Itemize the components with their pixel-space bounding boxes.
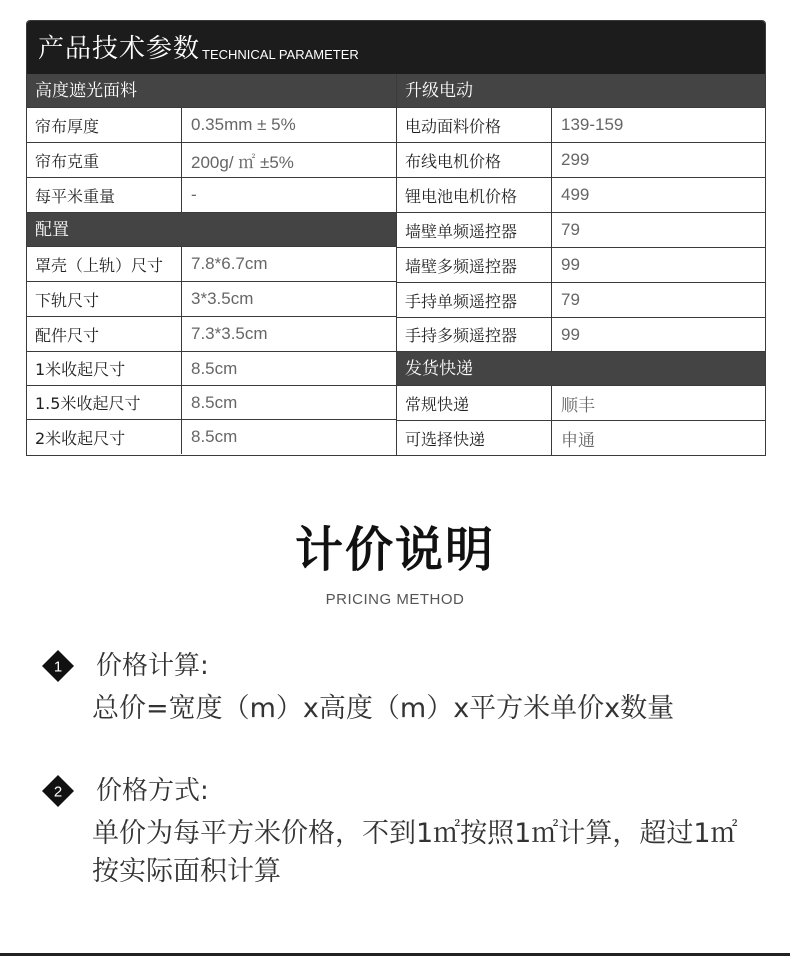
table-row [397,386,765,421]
row-value: 3*3.5cm [191,289,254,308]
table-row [397,248,765,283]
table-row [27,247,396,282]
pricing-item-1 [38,648,758,738]
table-row [27,352,396,386]
item-heading: 价格方式: [96,776,209,806]
row-value: 0.35mm ± 5% [191,115,296,134]
row-value: 79 [561,220,580,239]
row-value: 7.8*6.7cm [191,254,268,273]
diamond-number-icon [42,650,74,682]
section-header-shipping: 发货快递 [397,352,765,386]
row-value: 139-159 [561,115,624,134]
row-value: 99 [561,255,580,274]
row-value: 申通 [561,430,595,450]
row-label: 墙壁多频遥控器 [397,248,552,282]
row-label: 电动面料价格 [397,108,552,142]
table-row [27,282,396,317]
row-value: 8.5cm [191,392,238,412]
table-row [27,386,396,420]
table-row [397,213,765,248]
table-row [397,143,765,178]
pricing-subtitle: PRICING METHOD [325,591,465,608]
left-column [27,74,397,455]
item-number: 2 [53,783,63,801]
right-column [397,74,765,455]
row-value: 99 [561,324,580,344]
pricing-item-2 [38,773,758,893]
row-label: 布线电机价格 [397,143,552,177]
row-value: 299 [561,150,590,169]
technical-parameter-table [26,20,766,456]
pricing-title: 计价说明 [294,522,495,578]
table-row [27,317,396,352]
row-label: 1.5米收起尺寸 [27,386,182,419]
item-body-line-2: 按实际面积计算 [92,856,281,887]
table-row [27,108,396,143]
row-value: 8.5cm [191,358,238,378]
row-value: 7.3*3.5cm [191,324,268,343]
table-row [397,318,765,352]
item-number: 1 [53,658,63,676]
item-body: 总价=宽度（m）x高度（m）x平方米单价x数量 [92,693,675,724]
row-value: - [191,185,197,204]
table-row [397,108,765,143]
row-label: 锂电池电机价格 [397,178,552,212]
table-row [27,178,396,213]
row-label: 1米收起尺寸 [27,352,182,385]
row-label: 手持多频遥控器 [397,318,552,351]
section-header-motor: 升级电动 [397,74,765,108]
section-header-fabric: 高度遮光面料 [27,74,396,108]
row-label: 下轨尺寸 [27,282,182,316]
row-label: 墙壁单频遥控器 [397,213,552,247]
row-value: 顺丰 [561,395,595,415]
row-value: 499 [561,185,590,204]
table-title: 产品技术参数 [38,34,201,64]
table-row [27,420,396,454]
table-row [397,283,765,318]
row-label: 帘布厚度 [27,108,182,142]
row-label: 常规快递 [397,386,552,420]
row-label: 每平米重量 [27,178,182,212]
item-heading: 价格计算: [96,651,209,681]
row-label: 2米收起尺寸 [27,420,182,454]
diamond-number-icon [42,775,74,807]
row-label: 罩壳（上轨）尺寸 [27,247,182,281]
row-value: 200g/ ㎡ ±5% [191,152,294,172]
item-body-line-1: 单价为每平方米价格，不到1㎡按照1㎡计算，超过1㎡ [92,818,738,849]
table-title-bar [27,21,765,74]
table-row [397,178,765,213]
table-row [27,143,396,178]
table-title-en: TECHNICAL PARAMETER [202,47,359,62]
row-label: 手持单频遥控器 [397,283,552,317]
row-label: 可选择快递 [397,421,552,455]
section-header-config: 配置 [27,213,396,247]
row-label: 配件尺寸 [27,317,182,351]
row-value: 8.5cm [191,427,238,446]
table-row [397,421,765,455]
row-label: 帘布克重 [27,143,182,177]
row-value: 79 [561,290,580,309]
